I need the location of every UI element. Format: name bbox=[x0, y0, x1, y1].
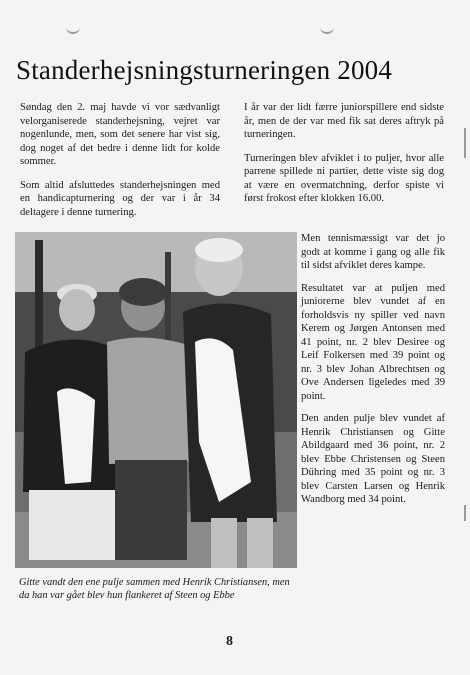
side-column bbox=[301, 232, 445, 516]
paragraph: Turneringen blev afviklet i to puljer, hvor alle parrene spillede ni partier, dette viste sig dog at være en overmatchning, derfor spiste vi først frokost efter klokken 16.00. bbox=[244, 152, 444, 204]
binder-hole-right bbox=[320, 18, 334, 34]
paragraph: Men tennismæssigt var det jo godt at komme i gang og alle fik til sidst afviklet deres kampe. bbox=[301, 233, 445, 271]
paragraph: I år var der lidt færre juniorspillere end sidste år, men de der var med fik sat deres aftryk på turneringen. bbox=[244, 102, 444, 140]
binder-hole-left bbox=[66, 18, 80, 34]
paragraph: Resultatet var at puljen med juniorerne blev vundet af en forholdsvis ny spiller ved navn Kerem og Jørgen Antonsen med 41 point, nr. 2 blev Desiree og Leif Folkersen med 39 point og nr. 3 blev Johan Albrechtsen og Ove Andersen ligeledes med 39 point. bbox=[301, 282, 445, 402]
photo-illustration bbox=[15, 232, 297, 568]
right-column bbox=[244, 101, 444, 216]
article-title: Standerhejsningsturneringen 2004 bbox=[16, 55, 393, 85]
paragraph: Den anden pulje blev vundet af Henrik Christiansen og Gitte Abildgaard med 36 point, nr. 2 blev Ebbe Christensen og Steen Dühring med 35 point og nr. 3 blev Carsten Larsen og Henrik Wandborg med 34 point. bbox=[301, 413, 445, 505]
edge-mark bbox=[464, 128, 466, 158]
paragraph: Som altid afsluttedes standerhejsningen med en handicapturnering og der var i år 34 deltagere i denne turnering. bbox=[20, 179, 220, 218]
photo-caption: Gitte vandt den ene pulje sammen med Henrik Christiansen, men da han var gået blev hun flankeret af Steen og Ebbe bbox=[19, 577, 290, 602]
page-number: 8 bbox=[226, 634, 233, 649]
edge-mark bbox=[464, 505, 466, 521]
paragraph: Søndag den 2. maj havde vi vor sædvanligt velorganiserede standerhejsning, vejret var nogenlunde, men, som det senere har vist sig, dog noget af det bedre i denne lidt for kolde sommer. bbox=[20, 102, 220, 167]
article-photo bbox=[15, 232, 297, 568]
left-column bbox=[20, 101, 220, 229]
